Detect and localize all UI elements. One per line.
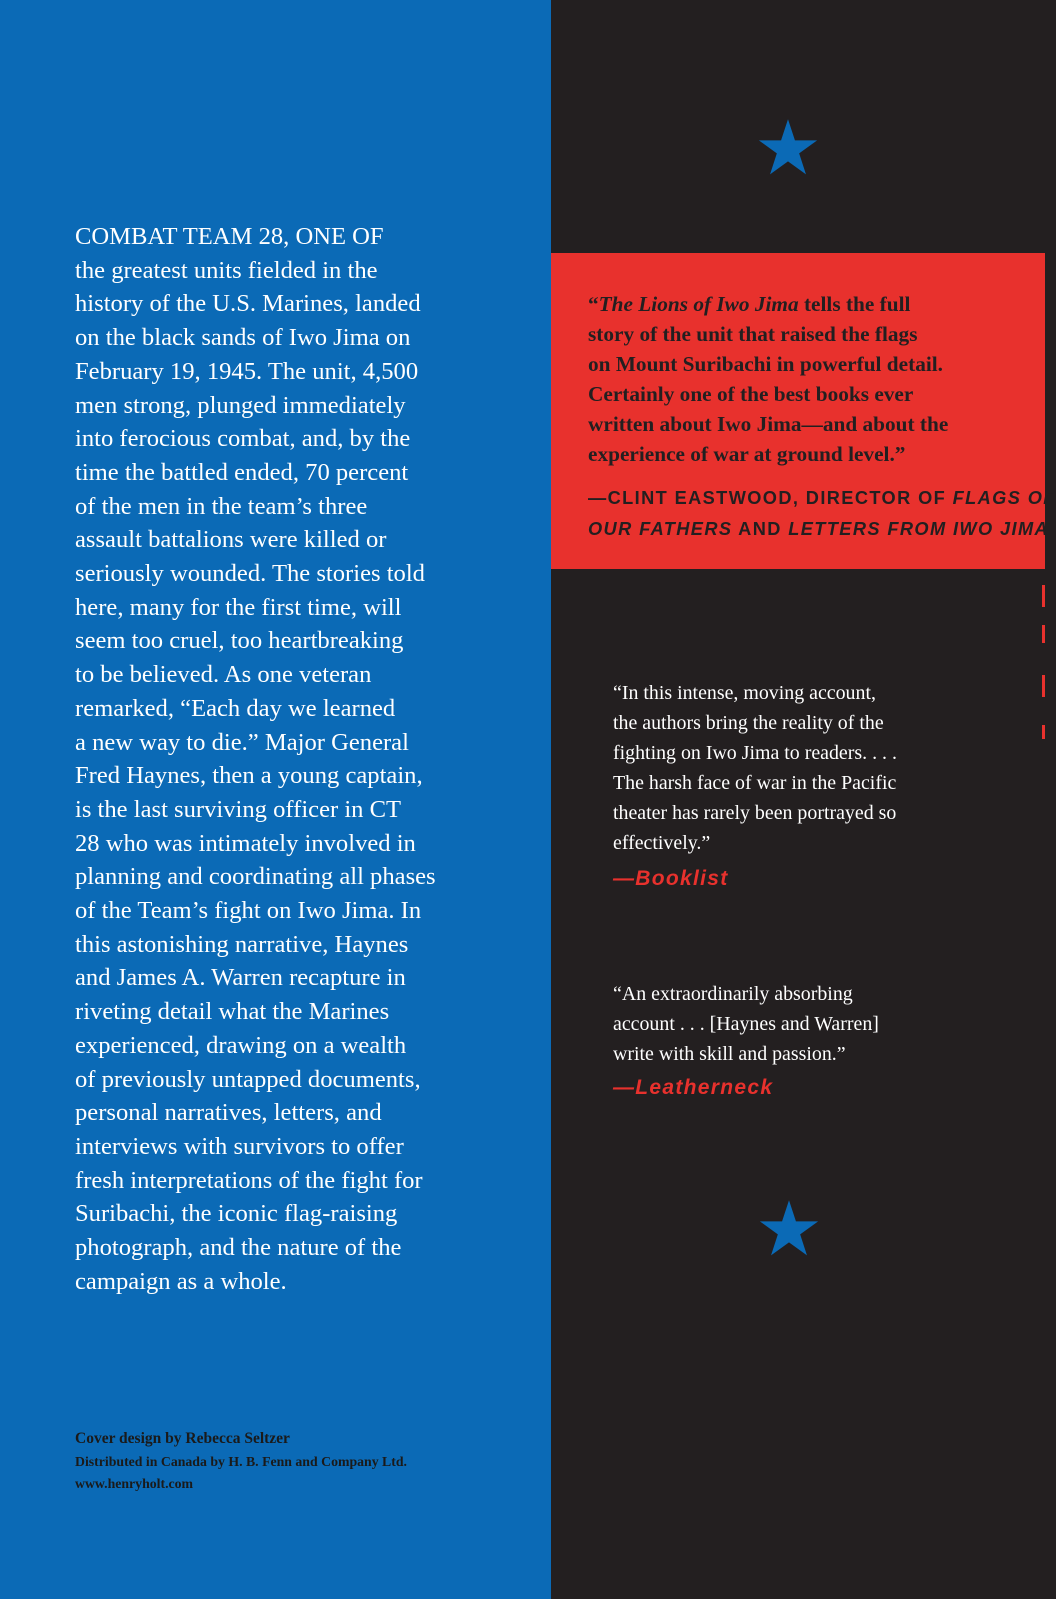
film-title-part-2: OUR FATHERS [588, 519, 733, 539]
leatherneck-quote: “An extraordinarily absorbing account . . . [Haynes and Warren] write with skill and passion.” [613, 983, 879, 1065]
attribution-line-1 [588, 483, 1056, 514]
cover-design-credit: Cover design by Rebecca Seltzer [75, 1430, 290, 1447]
featured-endorsement-quote [588, 289, 988, 469]
booklist-quote: “In this intense, moving account, the authors bring the reality of the fighting on Iwo Jima to readers. . . . The harsh face of war in the Pacific theater has rarely been portrayed so effectively.” [613, 682, 897, 854]
featured-quote-lines: story of the unit that raised the flags on Mount Suribachi in powerful detail. Certainly one of the best books ever written about Iwo Jima—and about the experience of war at ground level.” [588, 322, 949, 466]
cover-credits [75, 1427, 535, 1495]
star-shape [759, 119, 817, 174]
star-icon [757, 118, 819, 180]
edge-mark [1042, 725, 1045, 739]
attribution-conjunction: AND [732, 519, 789, 539]
star-icon [758, 1199, 820, 1261]
featured-book-title: The Lions of Iwo Jima [598, 292, 799, 316]
edge-mark [1042, 675, 1045, 697]
attribution-prefix: —CLINT EASTWOOD, DIRECTOR OF [588, 488, 953, 508]
edge-trim-marks [1042, 585, 1045, 755]
leatherneck-source: —Leatherneck [613, 1076, 774, 1099]
featured-first-line-rest: tells the full [798, 292, 911, 316]
featured-endorsement-attribution [588, 483, 1056, 545]
attribution-line-2 [588, 514, 1050, 545]
featured-open-quote: “ [588, 292, 599, 316]
film-title-2: LETTERS FROM IWO JIMA [788, 519, 1050, 539]
edge-mark [1042, 585, 1045, 607]
booklist-source: —Booklist [613, 867, 729, 890]
film-title-part-1: FLAGS OF [952, 488, 1056, 508]
star-shape [760, 1200, 818, 1255]
featured-endorsement-box [551, 253, 1056, 569]
book-description: COMBAT TEAM 28, ONE OF the greatest units fielded in the history of the U.S. Marines, landed on the black sands of Iwo Jima on February 19, 1945. The unit, 4,500 men strong, plunged immediately into ferocious combat, and, by the time the battled ended, 70 percent of the men in the team’s three assault battalions were killed or seriously wounded. The stories told here, many for the first time, will seem too cruel, too heartbreaking to be believed. As one veteran remarked, “Each day we learned a new way to die.” Major General Fred Haynes, then a young captain, is the last surviving officer in CT 28 who was intimately involved in planning and coordinating all phases of the Team’s fight on Iwo Jima. In this astonishing narrative, Haynes and James A. Warren recapture in riveting detail what the Marines experienced, drawing on a wealth of previously untapped documents, personal narratives, letters, and interviews with survivors to offer fresh interpretations of the fight for Suribachi, the iconic flag-raising photograph, and the nature of the campaign as a whole. [75, 223, 436, 1295]
edge-mark [1042, 625, 1045, 643]
publisher-website: www.henryholt.com [75, 1476, 194, 1491]
distribution-note: Distributed in Canada by H. B. Fenn and Company Ltd. [75, 1454, 407, 1469]
